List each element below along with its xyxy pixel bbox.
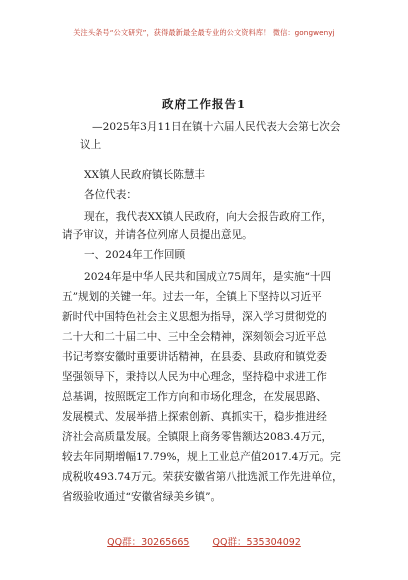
paragraph-line: 请予审议，并请各位列席人员提出意见。 bbox=[62, 229, 253, 241]
paragraph-line: 总基调，按照既定工作方向和市场化理念，在发展思路、 bbox=[62, 391, 327, 403]
qq-group-link-1[interactable]: QQ群：30265665 bbox=[107, 537, 190, 548]
paragraph-line: 现在，我代表XX镇人民政府，向大会报告政府工作， bbox=[84, 211, 333, 223]
paragraph-line: 坚强领导下，秉持以人民为中心理念，坚持稳中求进工作 bbox=[62, 371, 327, 383]
paragraph-line: 较去年同期增幅17.79%，规上工业总产值2017.4万元。完 bbox=[62, 451, 341, 463]
header-banner: 关注头条号“公文研究”，获得最新最全最专业的公文资料库！ 微信：gongwenyj bbox=[73, 28, 335, 37]
paragraph-line: 省级验收通过“安徽省绿美乡镇”。 bbox=[62, 491, 222, 503]
paragraph-line: 新时代中国特色社会主义思想为指导，深入学习贯彻党的 bbox=[62, 311, 327, 323]
paragraph-line: 济社会高质量发展。全镇限上商务零售额达2083.4万元， bbox=[62, 431, 333, 443]
paragraph-line: 二十大和二十届二中、三中全会精神，深刻领会习近平总 bbox=[62, 331, 327, 343]
qq-group-link-2[interactable]: QQ群：535304092 bbox=[212, 537, 301, 548]
salutation: 各位代表： bbox=[84, 189, 137, 201]
paragraph-line: 五”规划的关键一年。过去一年，全镇上下坚持以习近平 bbox=[62, 291, 322, 303]
section-heading: 一、2024年工作回顾 bbox=[84, 249, 186, 261]
paragraph-line: 发展模式、发展举措上探索创新、真抓实干，稳步推进经 bbox=[62, 411, 327, 423]
document-title: 政府工作报告1 bbox=[161, 97, 246, 111]
paragraph-line: 书记考察安徽时重要讲话精神，在县委、县政府和镇党委 bbox=[62, 351, 327, 363]
subtitle-line-1: —2025年3月11日在镇十六届人民代表大会第七次会 bbox=[92, 121, 341, 133]
footer-contacts bbox=[0, 534, 408, 548]
subtitle-line-2: 议上 bbox=[80, 139, 102, 151]
paragraph-line: 成税收493.74万元。荣获安徽省第八批选派工作先进单位， bbox=[62, 471, 343, 483]
speaker-line: XX镇人民政府镇长陈慧丰 bbox=[84, 169, 206, 181]
paragraph-line: 2024年是中华人民共和国成立75周年，是实施“十四 bbox=[84, 271, 332, 283]
